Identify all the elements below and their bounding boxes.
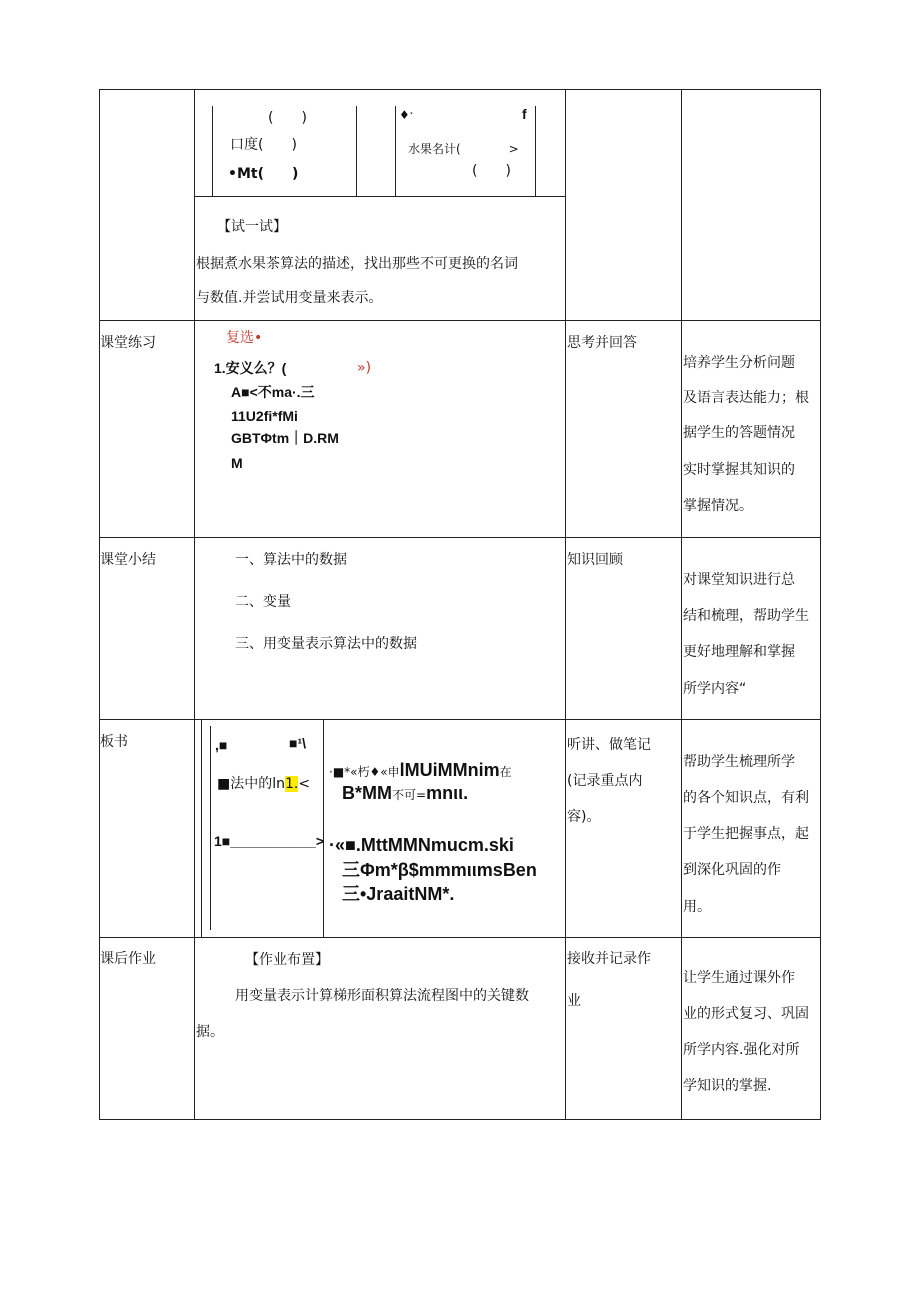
board-left-bottom: 1■___________> bbox=[214, 833, 325, 849]
board-intent-line-3: 于学生把握事点，起 bbox=[683, 826, 809, 842]
board-intent-line-2: 的各个知识点，有利 bbox=[683, 790, 809, 806]
subtable-right-bottom: ( ) bbox=[472, 163, 511, 179]
homework-intent-line-1: 让学生通过课外作 bbox=[683, 970, 795, 986]
practice-question-1: 1.安义么？( bbox=[214, 360, 287, 376]
table-border-right bbox=[820, 89, 821, 1120]
board-right-line-1: ·■*«朽♦«申lMUiMMnim在 bbox=[329, 760, 512, 780]
board-intent-line-1: 帮助学生梳理所学 bbox=[683, 754, 795, 770]
board-left-mid: ■法中的ln1.< bbox=[217, 776, 311, 792]
homework-intent-line-3: 所学内容.强化对所 bbox=[683, 1042, 800, 1058]
row-divider bbox=[99, 320, 821, 321]
subtable-line bbox=[395, 106, 396, 196]
board-left-top-b: ■¹\ bbox=[289, 735, 307, 751]
practice-option-line-4: M bbox=[231, 455, 243, 471]
board-right-line-3: ·«■.MttMMNmucm.ski bbox=[329, 835, 514, 855]
subtable-right-mark-left: ♦ˑ bbox=[399, 108, 414, 122]
try-line-2: 与数值.并尝试用变量来表示。 bbox=[196, 290, 383, 306]
board-student-line-3: 容)。 bbox=[567, 809, 601, 825]
homework-student-line-1: 接收并记录作 bbox=[567, 951, 651, 967]
board-student-line-1: 听讲、做笔记 bbox=[567, 737, 651, 753]
homework-line-2: 据。 bbox=[196, 1024, 224, 1040]
summary-intent-line-4: 所学内容“ bbox=[683, 681, 747, 697]
homework-student-line-2: 业 bbox=[567, 993, 581, 1009]
homework-line-1: 用变量表示计算梯形面积算法流程图中的关键数 bbox=[235, 988, 529, 1004]
subtable-right-mark-right: f bbox=[522, 106, 527, 122]
practice-heading: 复选• bbox=[226, 330, 263, 346]
practice-intent-line-5: 掌握情况。 bbox=[683, 498, 753, 514]
board-right-line-4: 三Φm*β$mmmιιmsBen bbox=[342, 860, 537, 880]
summary-intent-line-2: 结和梳理，帮助学生 bbox=[683, 608, 809, 624]
row-label-summary: 课堂小结 bbox=[100, 552, 156, 568]
board-inner-line bbox=[210, 726, 211, 930]
practice-option-line-3: GBTΦtm｜D.RM bbox=[231, 430, 339, 446]
practice-intent-line-4: 实时掌握其知识的 bbox=[683, 462, 795, 478]
row-label-practice: 课堂练习 bbox=[100, 335, 156, 351]
row-divider bbox=[99, 937, 821, 938]
row-divider bbox=[99, 719, 821, 720]
summary-intent-line-1: 对课堂知识进行总 bbox=[683, 572, 795, 588]
subtable-line bbox=[356, 106, 357, 196]
try-line-1: 根据煮水果茶算法的描述，找出那些不可更换的名词 bbox=[196, 256, 518, 272]
subtable-divider bbox=[194, 196, 565, 197]
practice-intent-line-2: 及语言表达能力；根 bbox=[683, 390, 809, 406]
board-inner-line bbox=[323, 719, 324, 937]
summary-point-2: 二、变量 bbox=[235, 594, 291, 610]
practice-option-line-2: 11U2fi*fMi bbox=[231, 408, 298, 424]
practice-option-line-1: A■<不ma·.三 bbox=[231, 384, 315, 400]
subtable-left-line-2: 口度( ) bbox=[230, 137, 297, 153]
try-title: 【试一试】 bbox=[217, 219, 287, 235]
row-label-board: 板书 bbox=[100, 734, 128, 750]
column-divider bbox=[565, 89, 566, 1120]
summary-student-activity: 知识回顾 bbox=[567, 552, 623, 568]
board-right-line-2: B*MM不可=mnιι. bbox=[342, 783, 469, 803]
subtable-right-mid: 水果名计( > bbox=[408, 142, 519, 156]
subtable-left-line-1: ( ) bbox=[268, 110, 307, 126]
practice-student-activity: 思考并回答 bbox=[567, 335, 637, 351]
subtable-line bbox=[535, 106, 536, 196]
row-label-homework: 课后作业 bbox=[100, 951, 156, 967]
practice-intent-line-1: 培养学生分析问题 bbox=[683, 355, 795, 371]
homework-intent-line-2: 业的形式复习、巩固 bbox=[683, 1006, 809, 1022]
board-right-line-5: 三•JraaitNM*. bbox=[342, 884, 455, 904]
homework-title: 【作业布置】 bbox=[245, 952, 329, 968]
homework-intent-line-4: 学知识的掌握. bbox=[683, 1078, 772, 1094]
summary-point-1: 一、算法中的数据 bbox=[235, 552, 347, 568]
practice-intent-line-3: 据学生的答题情况 bbox=[683, 425, 795, 441]
board-left-top-a: ,■ bbox=[215, 737, 228, 753]
table-border-bottom bbox=[99, 1119, 821, 1120]
practice-question-1-end: ») bbox=[357, 360, 372, 376]
column-divider bbox=[681, 89, 682, 1120]
column-divider bbox=[194, 89, 195, 1120]
table-border-top bbox=[99, 89, 821, 90]
summary-point-3: 三、用变量表示算法中的数据 bbox=[235, 636, 417, 652]
subtable-left-line-3: •Mt( ) bbox=[228, 166, 299, 182]
board-student-line-2: (记录重点内 bbox=[567, 773, 643, 789]
board-intent-line-5: 用。 bbox=[683, 899, 711, 915]
subtable-line bbox=[212, 106, 213, 196]
row-divider bbox=[99, 537, 821, 538]
summary-intent-line-3: 更好地理解和掌握 bbox=[683, 644, 795, 660]
board-intent-line-4: 到深化巩固的作 bbox=[683, 862, 781, 878]
board-inner-line bbox=[201, 719, 202, 937]
